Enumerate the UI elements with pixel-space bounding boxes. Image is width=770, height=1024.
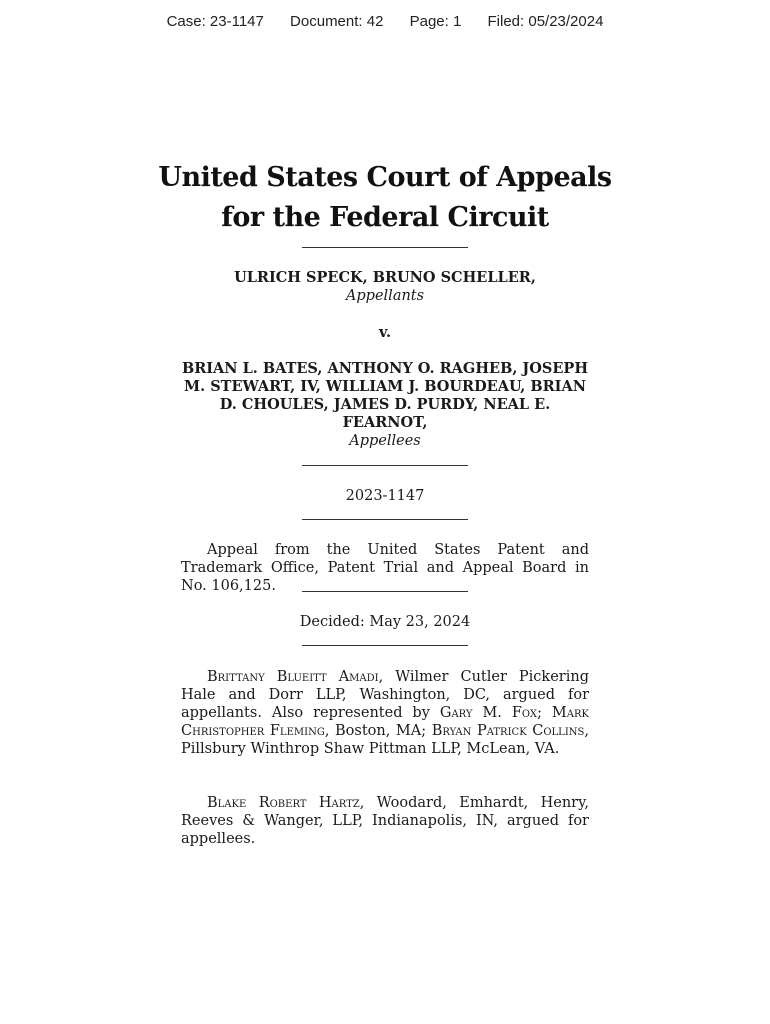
appellee-names-line1: BRIAN L. BATES, ANTHONY O. RAGHEB, JOSEPH [181,360,589,377]
counsel-text: , Pillsbury Winthrop Shaw Pittman LLP, McLean, VA. [181,723,589,757]
appellant-names: ULRICH SPECK, BRUNO SCHELLER, [234,269,536,286]
appellee-names-line2: M. STEWART, IV, WILLIAM J. BOURDEAU, BRIAN [184,378,586,395]
counsel-name: Mark Christopher Fleming [181,705,589,739]
page-number: Page: 1 [409,13,462,30]
appellants-block [181,269,589,305]
court-title-line2: for the Federal Circuit [221,202,549,233]
divider-rule [302,645,468,646]
filing-header [0,13,770,30]
appellants-role: Appellants [345,288,425,304]
docket-number: 2023-1147 [345,488,425,504]
counsel-text: ; [537,705,552,721]
divider-rule [302,519,468,520]
counsel-text: , Woodard, Emhardt, Henry, Reeves & Wanger, LLP, Indianapolis, IN, argued for appellees. [181,795,589,847]
counsel-name: Blake Robert Hartz [207,795,360,811]
appellees-block [176,360,594,450]
filed-date: Filed: 05/23/2024 [487,13,604,30]
counsel-appellees [181,794,589,848]
counsel-name: Gary M. Fox [439,705,538,721]
counsel-name: Brittany Blueitt Amadi [207,669,379,685]
case-number: Case: 23-1147 [166,13,264,30]
versus: v. [378,324,391,341]
appellees-role: Appellees [349,433,421,449]
decided-date: Decided: May 23, 2024 [299,614,471,630]
appellee-names-line4: FEARNOT, [342,414,428,431]
counsel-text: , Boston, MA; [324,723,432,739]
court-title [0,158,770,238]
divider-rule [302,247,468,248]
counsel-appellants [181,668,589,758]
appellee-names-line3: D. CHOULES, JAMES D. PURDY, NEAL E. [219,396,551,413]
appeal-statement: Appeal from the United States Patent and Trademark Office, Patent Trial and Appeal Board in No. 106,125. [181,542,589,594]
counsel-name: Bryan Patrick Collins [431,723,585,739]
divider-rule [302,465,468,466]
court-title-line1: United States Court of Appeals [158,162,612,193]
divider-rule [302,591,468,592]
counsel-text: , Wilmer Cutler Pickering Hale and Dorr LLP, Washington, DC, argued for appellants. Also represented by [181,669,589,721]
document-number: Document: 42 [290,13,384,30]
